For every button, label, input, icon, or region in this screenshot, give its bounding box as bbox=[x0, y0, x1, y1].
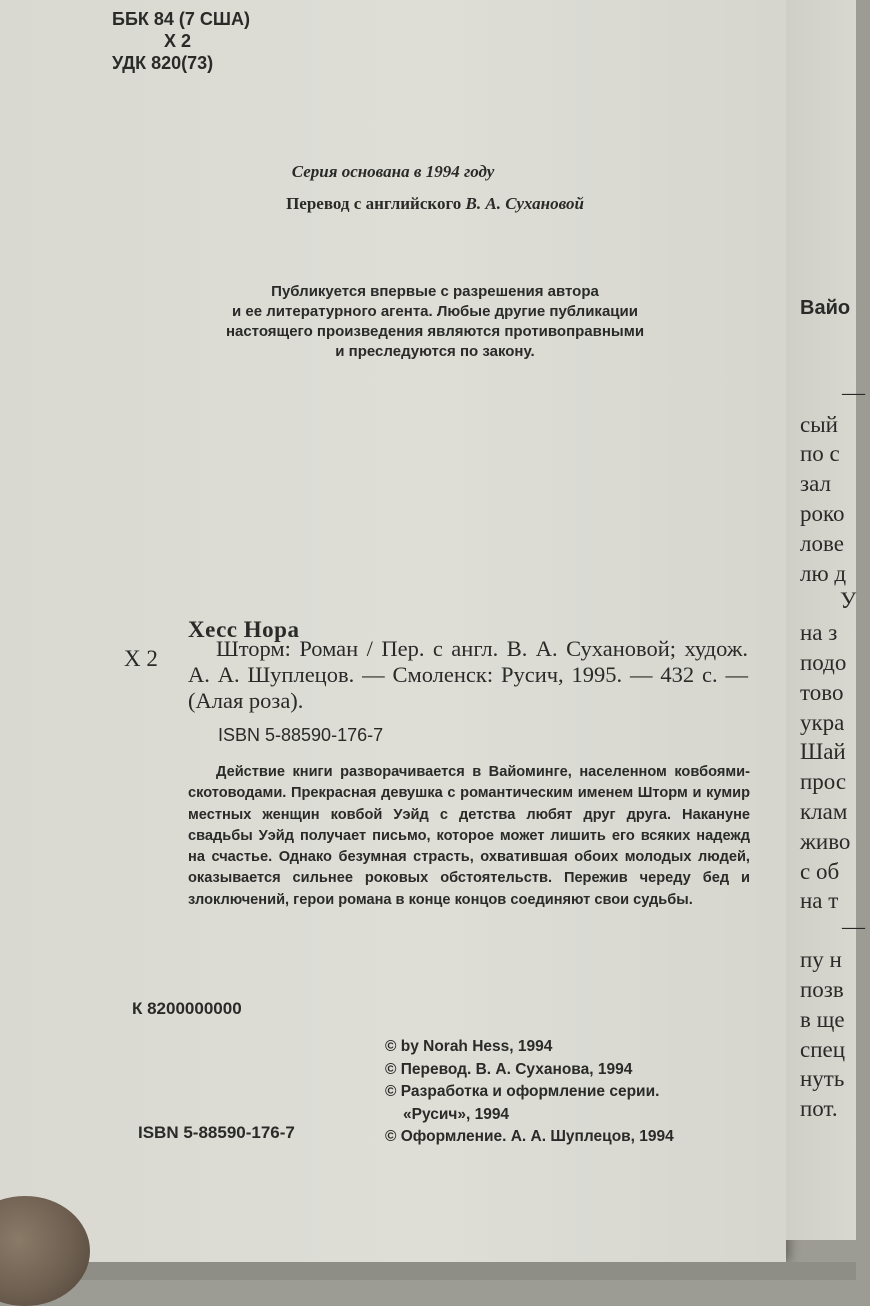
right-page-line: пу н bbox=[800, 947, 842, 972]
right-page-line: нуть bbox=[800, 1066, 845, 1091]
right-page-line: У bbox=[840, 588, 857, 613]
k-code: К 8200000000 bbox=[132, 999, 242, 1018]
copyright-block bbox=[385, 1036, 674, 1149]
right-page-line: подо bbox=[800, 650, 847, 675]
rights-notice-line: Публикуется впервые с разрешения автора bbox=[271, 283, 599, 300]
copyright-line: © Перевод. В. А. Суханова, 1994 bbox=[385, 1060, 633, 1078]
isbn-top: ISBN 5-88590-176-7 bbox=[218, 725, 384, 745]
translation-prefix: Перевод с английского bbox=[286, 194, 466, 213]
right-page-line: роко bbox=[800, 501, 845, 526]
book-annotation: Действие книги разворачивается в Вайоминге, населенном ковбоями-скотоводами. Прекрасная девушка с романтическим именем Шторм и кумир местных женщин ковбой Уэйд с детства любят друг друга. Накануне свадьбы Уэйд получает письмо, которое может лишить его всяких надежд на счастье. Однако безумная страсть, охватившая обоих молодых людей, оказывается сильнее роковых обстоятельств. Пережив череду бед и злоключений, герои романа в конце концов соединяют свои судьбы. bbox=[188, 764, 750, 908]
right-page-heading: Вайо bbox=[800, 297, 851, 319]
copyright-line: «Русич», 1994 bbox=[403, 1105, 510, 1123]
translation-credit bbox=[0, 194, 870, 214]
translator-name: В. А. Сухановой bbox=[465, 194, 584, 213]
series-note: Серия основана в 1994 году bbox=[291, 162, 495, 181]
right-page-line: пот. bbox=[800, 1096, 838, 1121]
author-name: Хесс Нора bbox=[188, 617, 300, 642]
right-page-line: — bbox=[842, 914, 865, 939]
bbk-code: ББК 84 (7 США) bbox=[112, 9, 250, 29]
udk-code: УДК 820(73) bbox=[112, 53, 214, 73]
right-page-line: спец bbox=[800, 1037, 846, 1062]
right-page-line: Шай bbox=[800, 739, 846, 764]
right-page-line: на з bbox=[800, 620, 838, 645]
right-page-line: зал bbox=[800, 471, 831, 496]
right-page-line: в ще bbox=[800, 1007, 845, 1032]
book-bottom-edge bbox=[0, 1262, 856, 1280]
right-page-line: с об bbox=[800, 859, 840, 884]
right-page-line: лове bbox=[800, 531, 844, 556]
rights-notice-line: и ее литературного агента. Любые другие публикации bbox=[232, 303, 638, 320]
right-page-line: клам bbox=[800, 799, 848, 824]
right-page-line: позв bbox=[800, 977, 844, 1002]
right-page bbox=[786, 0, 865, 1240]
right-page-line: сый bbox=[800, 412, 838, 437]
right-page-line: укра bbox=[800, 710, 845, 735]
right-page-line: тово bbox=[800, 680, 844, 705]
bibliographic-description: Шторм: Роман / Пер. с англ. В. А. Сухановой; худож. А. А. Шуплецов. — Смоленск: Русич, 1995. — 432 с. — (Алая роза). bbox=[188, 636, 748, 713]
right-page-line: по с bbox=[800, 441, 840, 466]
right-page-line: лю д bbox=[800, 561, 847, 586]
right-page-line: на т bbox=[800, 888, 839, 913]
right-page-line: — bbox=[842, 380, 865, 405]
rights-notice-line: и преследуются по закону. bbox=[335, 343, 535, 360]
author-mark-code: Х 2 bbox=[164, 31, 192, 51]
classification-codes bbox=[112, 8, 250, 74]
copyright-line: © by Norah Hess, 1994 bbox=[385, 1038, 553, 1055]
classification-mark: Х 2 bbox=[124, 646, 158, 671]
isbn-bottom: ISBN 5-88590-176-7 bbox=[138, 1123, 295, 1142]
right-page-line: прос bbox=[800, 769, 847, 794]
copyright-line: © Оформление. А. А. Шуплецов, 1994 bbox=[385, 1128, 674, 1145]
rights-notice-line: настоящего произведения являются противоправными bbox=[225, 323, 645, 340]
copyright-line: © Разработка и оформление серии. bbox=[385, 1083, 660, 1100]
right-page-line: живо bbox=[800, 829, 851, 854]
rights-notice bbox=[0, 282, 870, 362]
